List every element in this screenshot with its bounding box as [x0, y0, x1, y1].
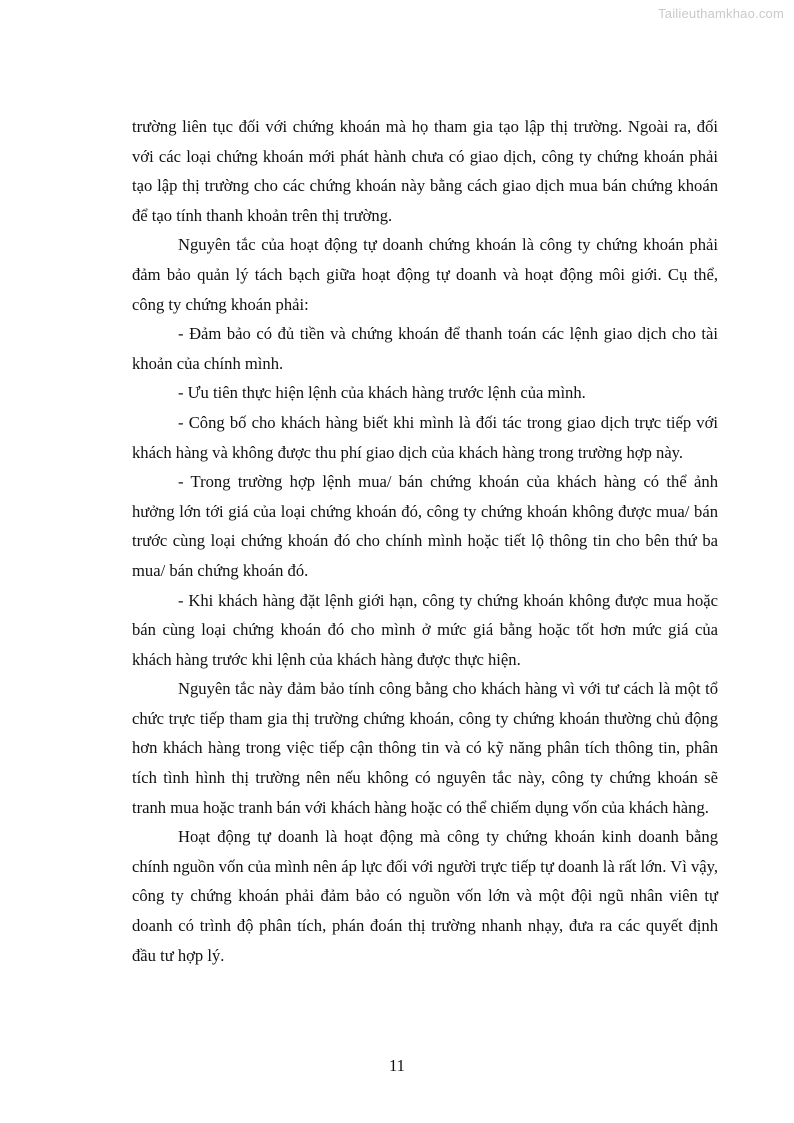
paragraph-fairness: Nguyên tắc này đảm bảo tính công bằng cho khách hàng vì với tư cách là một tổ chức trực tiếp tham gia thị trường chứng khoán, công ty chứng khoán thường chủ động hơn khách hàng trong việc tiếp cận thông tin và có kỹ năng phân tích thông tin, phân tích tình hình thị trường nên nếu không có nguyên tắc này, công ty chứng khoán sẽ tranh mua hoặc tranh bán với khách hàng hoặc có thể chiếm dụng vốn của khách hàng. — [132, 679, 718, 817]
list-item: - Trong trường hợp lệnh mua/ bán chứng khoán của khách hàng có thể ảnh hưởng lớn tới giá của loại chứng khoán đó, công ty chứng khoán không được mua/ bán trước cùng loại chứng khoán đó cho chính mình hoặc tiết lộ thông tin cho bên thứ ba mua/ bán chứng khoán đó. — [132, 472, 718, 580]
document-body — [132, 112, 718, 970]
paragraph-proprietary-trading: Hoạt động tự doanh là hoạt động mà công ty chứng khoán kinh doanh bằng chính nguồn vốn của mình nên áp lực đối với người trực tiếp tự doanh là rất lớn. Vì vậy, công ty chứng khoán phải đảm bảo có nguồn vốn lớn và một đội ngũ nhân viên tự doanh có trình độ phân tích, phán đoán thị trường nhanh nhạy, đưa ra các quyết định đầu tư hợp lý. — [132, 827, 718, 965]
watermark: Tailieuthamkhao.com — [658, 6, 784, 21]
paragraph-principle: Nguyên tắc của hoạt động tự doanh chứng khoán là công ty chứng khoán phải đảm bảo quản lý tách bạch giữa hoạt động tự doanh và hoạt động môi giới. Cụ thể, công ty chứng khoán phải: — [132, 235, 718, 314]
page-number: 11 — [389, 1056, 405, 1075]
list-item: - Công bố cho khách hàng biết khi mình là đối tác trong giao dịch trực tiếp với khách hàng và không được thu phí giao dịch của khách hàng trong trường hợp này. — [132, 412, 718, 462]
list-item: - Khi khách hàng đặt lệnh giới hạn, công ty chứng khoán không được mua hoặc bán cùng loại chứng khoán đó cho mình ở mức giá bằng hoặc tốt hơn mức giá của khách hàng trước khi lệnh của khách hàng được thực hiện. — [132, 590, 718, 669]
list-item: - Đảm bảo có đủ tiền và chứng khoán để thanh toán các lệnh giao dịch cho tài khoản của chính mình. — [132, 324, 718, 373]
list-item: - Ưu tiên thực hiện lệnh của khách hàng trước lệnh của mình. — [178, 383, 586, 403]
paragraph-continuation: trường liên tục đối với chứng khoán mà họ tham gia tạo lập thị trường. Ngoài ra, đối với các loại chứng khoán mới phát hành chưa có giao dịch, công ty chứng khoán phải tạo lập thị trường cho các chứng khoán này bằng cách giao dịch mua bán chứng khoán để tạo tính thanh khoản trên thị trường. — [132, 117, 718, 225]
